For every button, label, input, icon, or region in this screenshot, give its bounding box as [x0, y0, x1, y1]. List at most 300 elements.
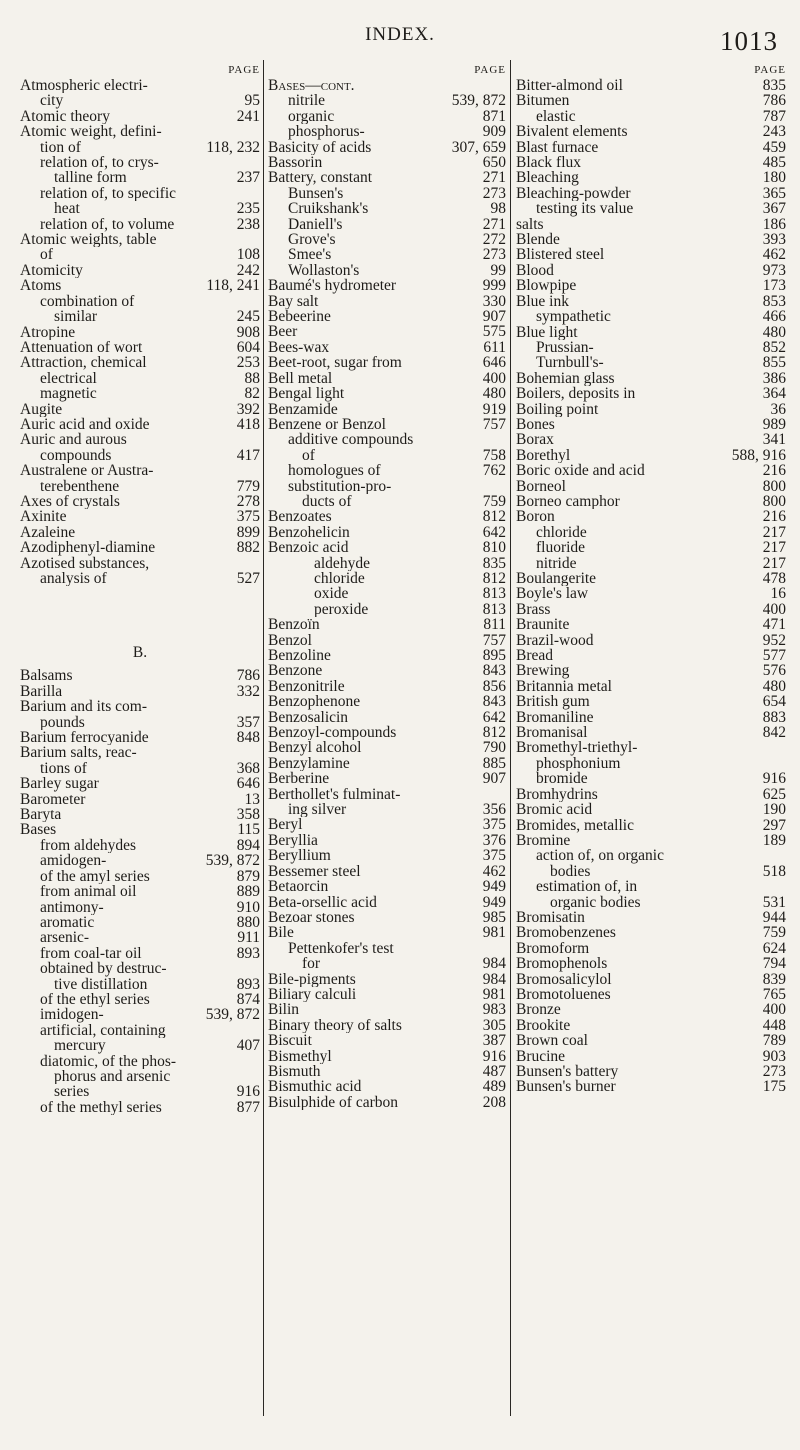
index-entry: [268, 556, 506, 571]
entry-term: relation of, to specific: [40, 185, 177, 202]
index-entry: [516, 771, 786, 786]
index-entry: [20, 761, 260, 776]
index-entry: [268, 1033, 506, 1048]
running-title: INDEX.: [365, 24, 435, 45]
entry-term: mercury: [54, 1038, 106, 1054]
entry-term: Beryl: [268, 817, 303, 833]
entry-term: Braunite: [516, 617, 570, 633]
entry-term: for: [302, 956, 321, 972]
index-entry: [20, 432, 260, 447]
entry-term: Augite: [20, 401, 63, 417]
entry-pages: 650: [482, 154, 506, 172]
entry-pages: 478: [762, 570, 786, 587]
index-entry: [20, 201, 260, 216]
entry-term: Bleaching: [516, 170, 579, 186]
entry-term: Baumé's hydrometer: [268, 278, 397, 294]
index-entry: [20, 540, 260, 555]
entry-pages: 812: [482, 508, 506, 526]
entry-term: Bunsen's battery: [516, 1064, 619, 1080]
entry-pages: 217: [762, 554, 786, 572]
entry-term: Auric and aurous: [20, 432, 127, 448]
entry-pages: 118, 241: [206, 277, 260, 295]
index-entry: [268, 93, 506, 108]
entry-pages: 95: [244, 92, 260, 110]
entry-pages: 973: [762, 261, 786, 279]
index-entry: [516, 355, 786, 370]
column-divider: [263, 60, 264, 1416]
index-entry: [516, 725, 786, 740]
index-entry: [516, 479, 786, 494]
entry-pages: 800: [762, 477, 786, 495]
entry-pages: 272: [482, 231, 506, 249]
entry-pages: 880: [236, 913, 260, 931]
entry-term: terebenthene: [40, 478, 120, 494]
entry-term: Bromisatin: [516, 909, 585, 926]
entry-pages: 759: [762, 924, 786, 942]
entry-pages: 810: [482, 539, 506, 557]
entry-term: Benzoline: [268, 648, 331, 664]
entry-term: city: [40, 93, 64, 109]
entry-term: series: [54, 1084, 90, 1100]
entry-term: Bunsen's burner: [516, 1079, 616, 1095]
index-entry: [516, 1064, 786, 1079]
entry-pages: 217: [762, 523, 786, 541]
index-entry: [20, 838, 260, 853]
entry-pages: 241: [236, 107, 260, 125]
page-header: [0, 0, 800, 70]
entry-term: Bezoar stones: [268, 909, 355, 926]
entry-term: Bromosalicylol: [516, 971, 612, 987]
index-entry: [20, 217, 260, 232]
entry-term: tive distillation: [54, 976, 148, 992]
index-entry: [268, 972, 506, 987]
entry-term: Borethyl: [516, 447, 571, 464]
index-entry: [516, 371, 786, 386]
entry-term: chloride: [536, 524, 587, 541]
entry-pages: 190: [762, 801, 786, 819]
entry-pages: 466: [762, 308, 786, 326]
entry-pages: 189: [762, 831, 786, 849]
entry-pages: 448: [762, 1016, 786, 1034]
entry-term: Benzamide: [268, 401, 338, 417]
entry-term: additive compounds: [288, 432, 414, 448]
index-entry: [20, 417, 260, 432]
entry-term: relation of, to volume: [40, 216, 175, 233]
entry-pages: 115: [237, 821, 260, 839]
index-entry: [20, 371, 260, 386]
index-entry: [516, 895, 786, 910]
entry-pages: 907: [482, 308, 506, 326]
entry-term: Binary theory of salts: [268, 1017, 402, 1034]
entry-pages: 36: [770, 400, 786, 418]
index-entry: [268, 1064, 506, 1079]
entry-pages: 238: [236, 215, 260, 233]
index-entry: [20, 1038, 260, 1053]
page-number: 1013: [720, 26, 778, 56]
index-entry: [516, 386, 786, 401]
entry-term: Biliary calculi: [268, 986, 357, 1003]
entry-term: ducts of: [302, 493, 352, 510]
entry-term: Bronze: [516, 1002, 561, 1018]
entry-pages: 908: [236, 323, 260, 341]
index-entry: [516, 309, 786, 324]
entry-term: Bitumen: [516, 93, 570, 109]
entry-term: Brewing: [516, 663, 570, 679]
entry-term: Benzyl alcohol: [268, 740, 362, 756]
index-entry: [268, 663, 506, 678]
entry-term: Cruikshank's: [288, 201, 369, 217]
index-entry: [20, 915, 260, 930]
index-entry: [516, 710, 786, 725]
entry-pages: 842: [762, 724, 786, 742]
entry-pages: 882: [236, 539, 260, 557]
index-entry: [268, 371, 506, 386]
index-entry: [268, 201, 506, 216]
entry-pages: 480: [482, 385, 506, 403]
index-entry: [268, 617, 506, 632]
entry-pages: 297: [762, 816, 786, 834]
entry-term: Bismethyl: [268, 1048, 332, 1064]
entry-term: Atomic theory: [20, 108, 110, 125]
entry-term: Bay salt: [268, 293, 319, 310]
entry-term: of the methyl series: [40, 1099, 162, 1116]
entry-pages: 400: [762, 600, 786, 618]
entry-term: Blistered steel: [516, 247, 605, 263]
entry-pages: 893: [236, 975, 260, 993]
index-entry: [516, 170, 786, 185]
index-entry: [516, 818, 786, 833]
entry-pages: 790: [482, 739, 506, 757]
index-entry: [20, 668, 260, 683]
entry-term: Bile-pigments: [268, 971, 356, 987]
entry-term: nitrile: [288, 93, 326, 109]
entry-pages: 462: [482, 862, 506, 880]
index-entry: [20, 792, 260, 807]
index-entry: [516, 787, 786, 802]
entry-pages: 812: [482, 724, 506, 742]
index-entry: [20, 402, 260, 417]
index-entry: [516, 232, 786, 247]
entry-term: artificial, containing: [40, 1022, 166, 1039]
entry-pages: 480: [762, 323, 786, 341]
index-entry: [516, 586, 786, 601]
entry-pages: 885: [482, 754, 506, 772]
entry-term: Prussian-: [536, 339, 594, 356]
index-entry: [20, 124, 260, 139]
entry-term: Boiling point: [516, 401, 599, 417]
entry-pages: 871: [482, 107, 506, 125]
index-entry: [20, 525, 260, 540]
entry-pages: 539, 872: [451, 92, 506, 110]
entry-term: Battery, constant: [268, 170, 373, 186]
entry-pages: 889: [236, 883, 260, 901]
entry-term: Beryllia: [268, 832, 318, 849]
entry-term: Bromhydrins: [516, 786, 598, 803]
entry-term: of the amyl series: [40, 868, 150, 885]
entry-term: Boulangerite: [516, 571, 597, 587]
entry-term: Turnbull's-: [536, 355, 604, 371]
index-entry: [20, 869, 260, 884]
index-entry: [516, 910, 786, 925]
entry-term: Barium and its com-: [20, 699, 147, 715]
entry-term: nitride: [536, 555, 577, 571]
entry-pages: 418: [236, 415, 260, 433]
index-entry: [20, 992, 260, 1007]
entry-term: electrical: [40, 370, 97, 387]
index-entry: [268, 263, 506, 278]
index-entry: [20, 494, 260, 509]
entry-term: Barium salts, reac-: [20, 745, 137, 761]
entry-pages: 235: [236, 200, 260, 218]
entry-term: elastic: [536, 108, 576, 125]
index-entry: [268, 802, 506, 817]
entry-term: aldehyde: [314, 555, 370, 571]
index-entry: [268, 925, 506, 940]
entry-term: Daniell's: [288, 216, 343, 233]
entry-pages: 88: [244, 369, 260, 387]
entry-term: similar: [54, 309, 98, 325]
entry-term: chloride: [314, 570, 365, 587]
index-entry: [268, 463, 506, 478]
entry-term: Benzonitrile: [268, 678, 345, 695]
entry-pages: 273: [482, 246, 506, 264]
index-entry: [516, 540, 786, 555]
index-entry: [268, 140, 506, 155]
index-entry: [516, 740, 786, 755]
index-entry: [20, 1069, 260, 1084]
entry-pages: 400: [762, 1001, 786, 1019]
index-entry: [516, 463, 786, 478]
entry-term: Bismuthic acid: [268, 1079, 362, 1095]
index-entry: [268, 417, 506, 432]
entry-term: Bases: [20, 822, 57, 838]
entry-term: Baryta: [20, 807, 62, 823]
index-entry: [20, 232, 260, 247]
entry-term: Boyle's law: [516, 586, 589, 602]
index-entry: [516, 1002, 786, 1017]
index-entry: [268, 1018, 506, 1033]
entry-pages: 480: [762, 677, 786, 695]
entry-term: arsenic-: [40, 930, 90, 946]
entry-term: Betaorcin: [268, 879, 329, 895]
entry-pages: 999: [482, 277, 506, 295]
index-entry: [516, 432, 786, 447]
entry-term: Bismuth: [268, 1063, 321, 1080]
index-entry: [268, 941, 506, 956]
entry-pages: 952: [762, 631, 786, 649]
index-entry: [516, 402, 786, 417]
entry-pages: 368: [236, 759, 260, 777]
entry-term: Borneol: [516, 478, 566, 494]
entry-term: Blue ink: [516, 293, 569, 310]
entry-pages: 386: [762, 369, 786, 387]
entry-pages: 789: [762, 1032, 786, 1050]
entry-term: Brown coal: [516, 1033, 588, 1049]
entry-term: talline form: [54, 170, 127, 186]
entry-term: Blood: [516, 262, 554, 279]
entry-pages: 981: [482, 985, 506, 1003]
index-entry: [516, 987, 786, 1002]
entry-pages: 646: [236, 775, 260, 793]
entry-term: Boilers, deposits in: [516, 386, 636, 402]
entry-term: Beryllium: [268, 848, 331, 864]
entry-term: Atomic weights, table: [20, 232, 157, 248]
entry-pages: 916: [236, 1083, 260, 1101]
index-entry: [268, 817, 506, 832]
entry-term: Benzylamine: [268, 755, 350, 772]
index-entry: [516, 448, 786, 463]
index-entry: [20, 1023, 260, 1038]
index-entry: [516, 155, 786, 170]
index-entry: [516, 1018, 786, 1033]
index-entry: [516, 571, 786, 586]
index-entry: [516, 186, 786, 201]
entry-pages: 13: [244, 790, 260, 808]
entry-pages: 903: [762, 1047, 786, 1065]
entry-term: Benzoates: [268, 509, 332, 525]
entry-term: Blast furnace: [516, 139, 599, 156]
index-entry: [516, 556, 786, 571]
index-entry: [516, 201, 786, 216]
entry-term: Bile: [268, 925, 294, 941]
entry-term: Bromobenzenes: [516, 925, 616, 941]
entry-term: Benzene or Benzol: [268, 416, 386, 433]
entry-term: Boron: [516, 509, 555, 525]
entry-pages: 786: [762, 92, 786, 110]
entry-term: Bread: [516, 648, 554, 664]
index-entry: [268, 648, 506, 663]
entry-pages: 357: [236, 713, 260, 731]
entry-pages: 895: [482, 647, 506, 665]
entry-pages: 787: [762, 107, 786, 125]
entry-pages: 758: [482, 446, 506, 464]
index-entry: [516, 509, 786, 524]
index-entry: [516, 925, 786, 940]
index-entry: [20, 386, 260, 401]
entry-term: salts: [516, 216, 544, 233]
entry-term: Boric oxide and acid: [516, 463, 645, 479]
entry-pages: 843: [482, 662, 506, 680]
entry-term: of the ethyl series: [40, 991, 150, 1008]
index-entry: [20, 715, 260, 730]
index-entry: [268, 324, 506, 339]
index-entry: [268, 448, 506, 463]
entry-term: Azodiphenyl-diamine: [20, 540, 156, 556]
index-entry: [516, 1033, 786, 1048]
entry-pages: 99: [490, 261, 506, 279]
entry-pages: 365: [762, 184, 786, 202]
index-entry: [20, 479, 260, 494]
entry-term: Bohemian glass: [516, 370, 615, 387]
entry-term: Azotised substances,: [20, 555, 150, 571]
entry-pages: 489: [482, 1078, 506, 1096]
entry-term: Benzone: [268, 663, 323, 679]
page-column-label: PAGE: [754, 64, 786, 76]
entry-pages: 576: [762, 662, 786, 680]
entry-term: antimony-: [40, 899, 104, 915]
entry-term: Atomic weight, defini-: [20, 124, 162, 140]
entry-pages: 883: [762, 708, 786, 726]
index-entry: [20, 263, 260, 278]
entry-pages: 539, 872: [205, 852, 260, 870]
entry-pages: 811: [483, 616, 506, 634]
entry-pages: 855: [762, 354, 786, 372]
entry-pages: 794: [762, 955, 786, 973]
entry-term: magnetic: [40, 386, 97, 402]
entry-term: Beer: [268, 324, 298, 340]
entry-pages: 518: [762, 862, 786, 880]
index-entry: [20, 961, 260, 976]
entry-pages: 173: [762, 277, 786, 295]
entry-term: Bromaniline: [516, 709, 594, 726]
entry-term: Benzosalicin: [268, 709, 349, 726]
entry-term: Bitter-almond oil: [516, 78, 623, 94]
entry-term: Attenuation of wort: [20, 339, 143, 356]
entry-pages: 242: [236, 261, 260, 279]
entry-pages: 642: [482, 708, 506, 726]
entry-term: Barley sugar: [20, 776, 99, 792]
entry-pages: 984: [482, 970, 506, 988]
entry-pages: 786: [236, 667, 260, 685]
entry-pages: 856: [482, 677, 506, 695]
entry-term: analysis of: [40, 571, 107, 587]
entry-pages: 375: [236, 508, 260, 526]
entry-term: Atoms: [20, 278, 62, 294]
index-entry: [516, 278, 786, 293]
index-entry: [268, 740, 506, 755]
entry-term: peroxide: [314, 601, 369, 618]
index-entry: [516, 802, 786, 817]
entry-pages: 364: [762, 385, 786, 403]
index-entry: [268, 571, 506, 586]
index-entry: [20, 1084, 260, 1099]
entry-term: Australene or Austra-: [20, 463, 154, 479]
entry-term: from animal oil: [40, 884, 137, 900]
entry-pages: 273: [482, 184, 506, 202]
entry-term: Blowpipe: [516, 278, 577, 294]
entry-term: Axes of crystals: [20, 493, 120, 510]
entry-pages: 367: [762, 200, 786, 218]
entry-pages: 877: [236, 1098, 260, 1116]
index-entry: [268, 725, 506, 740]
entry-pages: 919: [482, 400, 506, 418]
entry-pages: 611: [483, 338, 506, 356]
entry-pages: 625: [762, 785, 786, 803]
entry-term: Bebeerine: [268, 309, 331, 325]
entry-pages: 839: [762, 970, 786, 988]
entry-term: Barilla: [20, 683, 63, 700]
entry-term: Bromophenols: [516, 956, 608, 972]
entry-pages: 358: [236, 806, 260, 824]
entry-pages: 341: [762, 431, 786, 449]
index-entry: [20, 448, 260, 463]
index-heading-entry: [268, 78, 506, 93]
entry-pages: 180: [762, 169, 786, 187]
index-entry: [516, 864, 786, 879]
entry-term: Brass: [516, 601, 551, 618]
section-letter: B.: [132, 644, 148, 662]
entry-pages: 305: [482, 1016, 506, 1034]
entry-term: British gum: [516, 694, 590, 710]
entry-pages: 879: [236, 867, 260, 885]
index-entry: [268, 987, 506, 1002]
entry-pages: 216: [762, 462, 786, 480]
entry-pages: 108: [236, 246, 260, 264]
entry-pages: 981: [482, 924, 506, 942]
index-entry: [20, 278, 260, 293]
entry-pages: 894: [236, 836, 260, 854]
page-column-label: PAGE: [474, 64, 506, 76]
